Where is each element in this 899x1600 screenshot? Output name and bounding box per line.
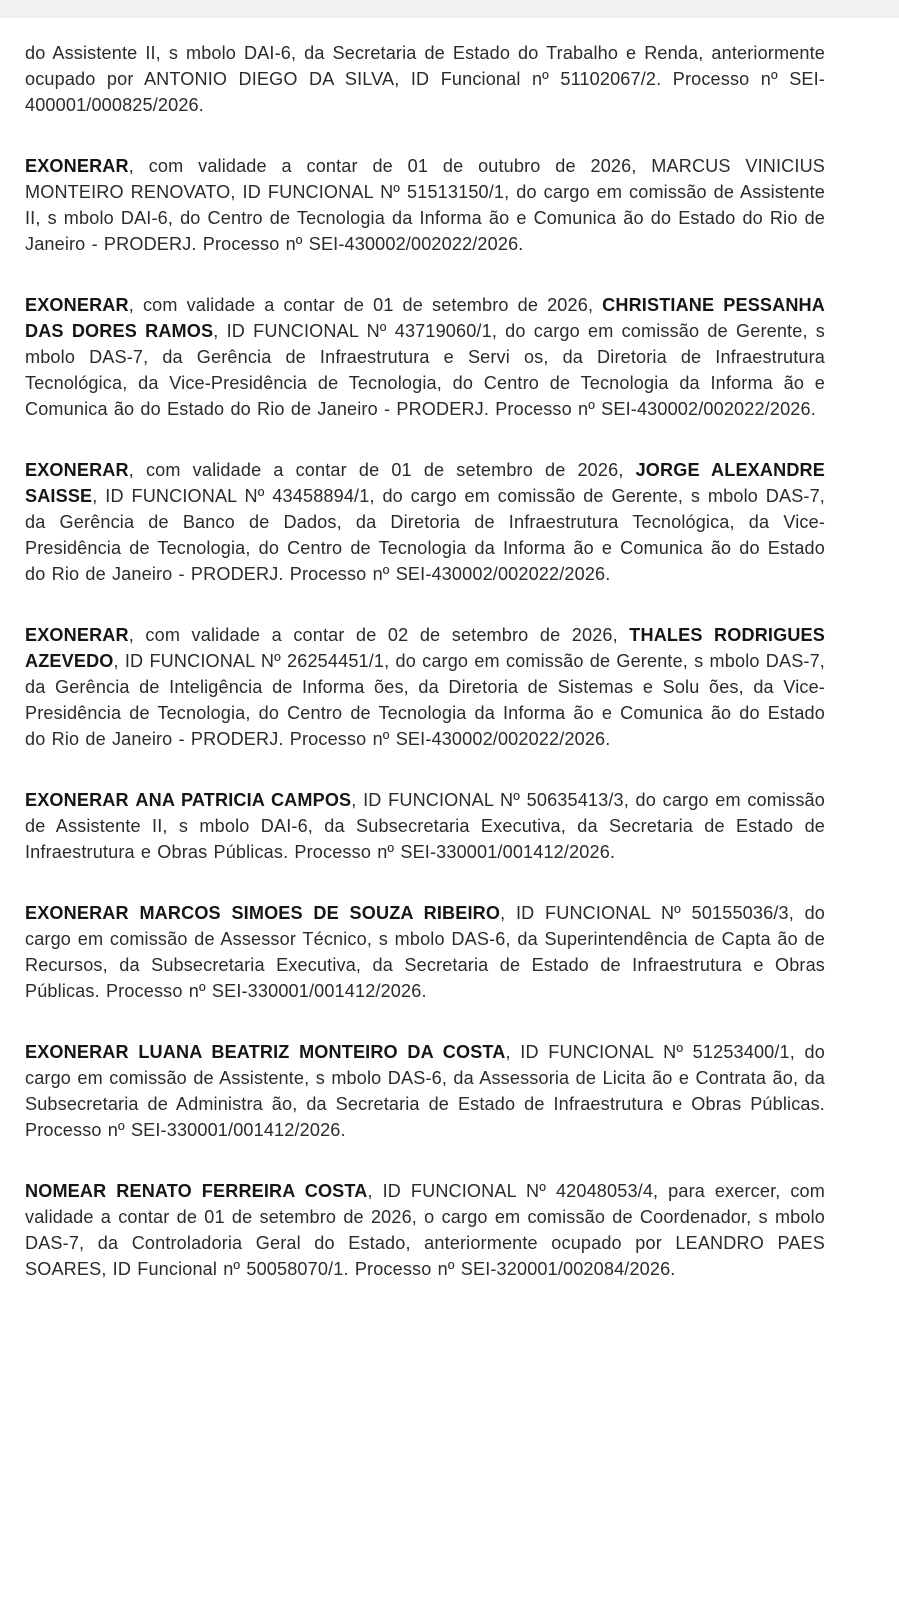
action-keyword: EXONERAR <box>25 903 129 923</box>
paragraph-text: , ID FUNCIONAL Nº 43458894/1, do cargo em comissão de Gerente, s mbolo DAS-7, da Gerência de Banco de Dados, da Diretoria de Infraestrutura Tecnológica, da Vice-Presidência de Tecnologia, do Centro de Tecnologia da Informa ão e Comunica ão do Estado do Rio de Janeiro - PRODERJ. Processo nº SEI-430002/002022/2026. <box>25 486 825 584</box>
paragraph-text: do Assistente II, s mbolo DAI-6, da Secretaria de Estado do Trabalho e Renda, anteriormente ocupado por ANTONIO DIEGO DA SILVA, ID Funcional nº 51102067/2. Processo nº SEI-400001/000825/2026. <box>25 43 825 115</box>
paragraph-nomear-renato <box>25 1178 825 1282</box>
paragraph-text: , ID FUNCIONAL Nº 42048053/4, para exercer, com validade a contar de 01 de setembro de 2026, o cargo em comissão de Coordenador, s mbolo DAS-7, da Controladoria Geral do Estado, anteriormente ocupado por LEANDRO PAES SOARES, ID Funcional nº 50058070/1. Processo nº SEI-320001/002084/2026. <box>25 1181 825 1279</box>
top-strip <box>0 0 899 18</box>
action-keyword: NOMEAR <box>25 1181 107 1201</box>
paragraph-lead <box>129 903 140 923</box>
paragraph-lead: , com validade a contar de 01 de outubro de 2026, <box>128 156 652 176</box>
person-name: THALES RODRIGUES AZEVEDO <box>25 625 825 671</box>
person-name: LUANA BEATRIZ MONTEIRO DA COSTA <box>138 1042 506 1062</box>
paragraph-lead: , com validade a contar de 01 de setembro de 2026, <box>128 295 603 315</box>
paragraph-lead: , com validade a contar de 02 de setembro de 2026, <box>128 625 630 645</box>
action-keyword: EXONERAR <box>25 1042 129 1062</box>
person-name: JORGE ALEXANDRE SAISSE <box>25 460 825 506</box>
action-keyword: EXONERAR <box>25 625 129 645</box>
paragraph-exonerar-thales <box>25 622 825 752</box>
document-body <box>25 40 825 1282</box>
paragraph-lead <box>129 1042 139 1062</box>
paragraph-lead <box>106 1181 116 1201</box>
paragraph-exonerar-marcos <box>25 900 825 1004</box>
paragraph-text: MARCUS VINICIUS MONTEIRO RENOVATO, ID FUNCIONAL Nº 51513150/1, do cargo em comissão de Assistente II, s mbolo DAI-6, do Centro de Tecnologia da Informa ão e Comunica ão do Estado do Rio de Janeiro - PRODERJ. Processo nº SEI-430002/002022/2026. <box>25 156 826 254</box>
paragraph-text: , ID FUNCIONAL Nº 26254451/1, do cargo em comissão de Gerente, s mbolo DAS-7, da Gerência de Inteligência de Informa ões, da Diretoria de Sistemas e Solu ões, da Vice-Presidência de Tecnologia, do Centro de Tecnologia da Informa ão e Comunica ão do Estado do Rio de Janeiro - PRODERJ. Processo nº SEI-430002/002022/2026. <box>25 651 825 749</box>
paragraph-exonerar-luana <box>25 1039 825 1143</box>
paragraph-text: , ID FUNCIONAL Nº 50635413/3, do cargo em comissão de Assistente II, s mbolo DAI-6, da Subsecretaria Executiva, da Secretaria de Estado de Infraestrutura e Obras Públicas. Processo nº SEI-330001/001412/2026. <box>25 790 825 862</box>
person-name: ANA PATRICIA CAMPOS <box>135 790 352 810</box>
paragraph-exonerar-marcus <box>25 153 825 257</box>
paragraph-text: , ID FUNCIONAL Nº 51253400/1, do cargo em comissão de Assistente, s mbolo DAS-6, da Assessoria de Licita ão e Contrata ão, da Subsecretaria de Administra ão, da Secretaria de Estado de Infraestrutura e Obras Públicas. Processo nº SEI-330001/001412/2026. <box>25 1042 825 1140</box>
paragraph-text: , ID FUNCIONAL Nº 50155036/3, do cargo em comissão de Assessor Técnico, s mbolo DAS-6, da Superintendência de Capta ão de Recursos, da Subsecretaria Executiva, da Secretaria de Estado de Infraestrutura e Obras Públicas. Processo nº SEI-330001/001412/2026. <box>25 903 826 1001</box>
paragraph-lead: , com validade a contar de 01 de setembro de 2026, <box>128 460 636 480</box>
person-name: MARCOS SIMOES DE SOUZA RIBEIRO <box>139 903 501 923</box>
paragraph-exonerar-ana <box>25 787 825 865</box>
action-keyword: EXONERAR <box>25 790 129 810</box>
action-keyword: EXONERAR <box>25 156 129 176</box>
person-name: RENATO FERREIRA COSTA <box>116 1181 368 1201</box>
paragraph-text: , ID FUNCIONAL Nº 43719060/1, do cargo em comissão de Gerente, s mbolo DAS-7, da Gerência de Infraestrutura e Servi os, da Diretoria de Infraestrutura Tecnológica, da Vice-Presidência de Tecnologia, do Centro de Tecnologia da Informa ão e Comunica ão do Estado do Rio de Janeiro - PRODERJ. Processo nº SEI-430002/002022/2026. <box>25 321 825 419</box>
action-keyword: EXONERAR <box>25 460 129 480</box>
paragraph-exonerar-christiane <box>25 292 825 422</box>
person-name: CHRISTIANE PESSANHA DAS DORES RAMOS <box>25 295 825 341</box>
paragraph-continuation <box>25 40 825 118</box>
action-keyword: EXONERAR <box>25 295 129 315</box>
paragraph-exonerar-jorge <box>25 457 825 587</box>
